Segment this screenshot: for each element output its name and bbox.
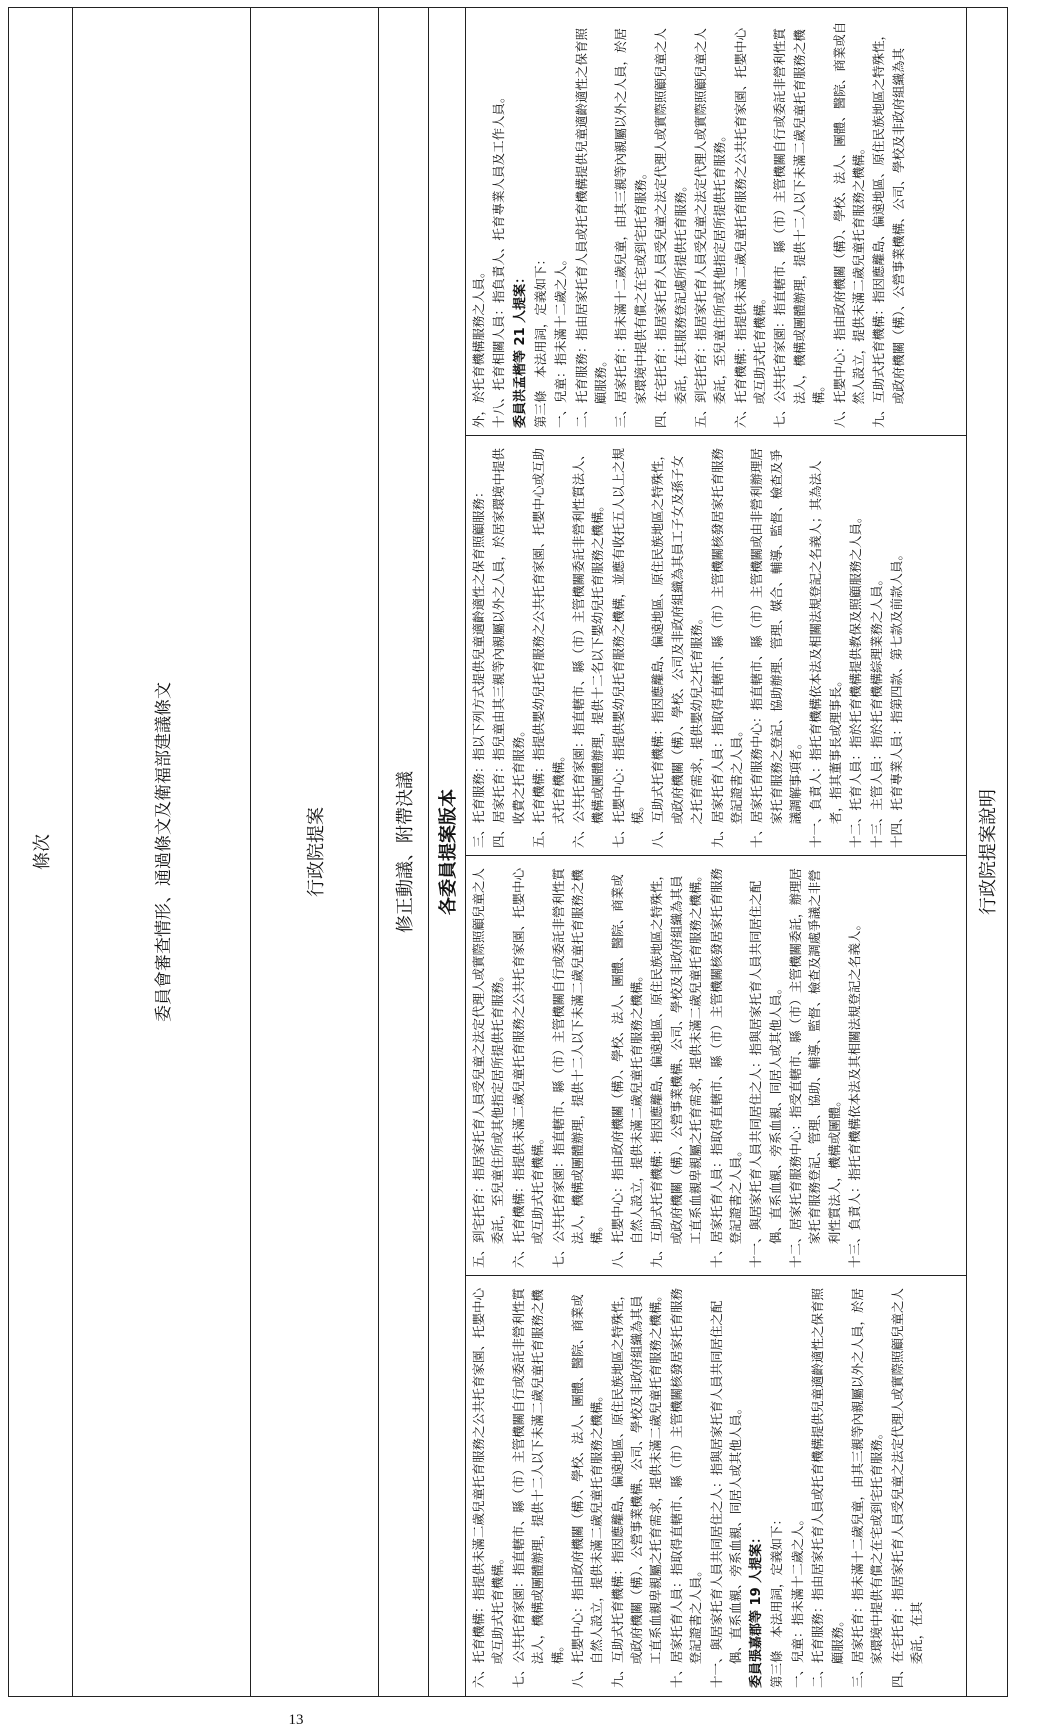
proposal-item: 九、互助式托育機構：指因應離島、偏遠地區、原住民族地區之特殊性，或政府機關（構）、公營事業機構、公司、學校及非政府組織為其	[871, 27, 906, 428]
proposal-item: 五、到宅托育：指居家托育人員受兒童之法定代理人或實際照顧兒童之人委託，至兒童住所或其他指定居所提供托育服務。	[692, 27, 728, 428]
proposal-item: 四、在宅托育：指居家托育人員受兒童之法定代理人或實際照顧兒童之人委託，在其服務登記處所提供托育服務。	[653, 27, 688, 428]
proposal-item: 三、居家托育：指未滿十二歲兒童，由其三親等內親屬以外之人員，於居家環境中提供有償之在宅或到宅托育服務。	[613, 27, 648, 428]
proposal-item: 六、托育機構：指提供未滿二歲兒童托育服務之公共托育家園、托嬰中心或互助式托育機構。	[732, 27, 768, 428]
proposals-section	[429, 8, 967, 1696]
proposal-item: 十、居家托育服務中心：指直轄市、縣（市）主管機關或由非營利辦理居家托育服務之登記、協助辦理、管理、媒合、輔導、監督、檢查及爭議調解事項者。	[749, 447, 803, 848]
proposal-item: 十二、托育人員：指於托育機構提供教保及照顧服務之人員。	[848, 510, 864, 848]
proposal-item: 三、居家托育：指未滿十二歲兒童，由其三親等內親屬以外之人員，於居家環境中提供有償之在宅或到宅托育服務。	[849, 1287, 885, 1688]
header-article: 條次	[31, 834, 53, 870]
proposal-item: 十、居家托育人員：指取得直轄市、縣（市）主管機關核發居家托育服務登記證書之人員。	[668, 1287, 704, 1688]
proposal-item: 八、托嬰中心：指由政府機關（構）、學校、法人、團體、醫院、商業或自然人設立，提供未滿二歲兒童托育服務之機構。	[609, 874, 644, 1268]
proposal-item: 十三、主管人員：指於托育機構綜理業務之人員。	[868, 572, 884, 848]
proposal-item: 八、托嬰中心：指由政府機關（構）、學校、法人、團體、醫院、商業或自然人設立，提供未滿二歲兒童托育服務之機構。	[569, 1294, 605, 1688]
header-member-proposals: 各委員提案版本	[429, 8, 466, 1696]
header-executive-explanation: 行政院提案說明	[978, 789, 999, 915]
proposal-columns	[465, 8, 966, 1696]
proposal-item: 七、公共托育家園：指直轄市、縣（市）主管機關自行或委託非營利性質法人，機構或團體辦理，提供十二人以下未滿二歲兒童托育服務之機構。	[510, 1287, 565, 1688]
header-row-committee	[73, 8, 251, 1696]
proposal-item: 三、托育服務：指以下列方式提供兒童適齡適性之保育照顧服務：	[471, 485, 486, 848]
proposal-item: 九、居家托育人員：指取得直轄市、縣（市）主管機關核發居家托育服務登記證書之人員。	[709, 447, 744, 848]
header-row-article	[9, 8, 73, 1696]
proposal-item: 十一、與居家托育人員共同居住之人：指與居家托育人員共同居住之配偶、直系血親、旁系血親、同居人或其他人員。	[748, 880, 783, 1268]
proposal-column-a	[465, 1276, 966, 1696]
header-executive-proposal: 行政院提案	[305, 807, 327, 897]
proposal-item: 九、互助式托育機構：指因應離島、偏遠地區、原住民族地區之特殊性，或政府機關（構）、公營事業機構、公司、學校及非政府組織為其員工直系血親卑親屬之托育需求，提供未滿二歲兒童托育服務之機構。	[649, 867, 704, 1268]
proposal-item: 一、兒童：指未滿十二歲之人。	[553, 252, 569, 428]
proposal-item: 八、托嬰中心：指由政府機關（構）、學校、法人、團體、醫院、商業或自然人設立，提供未滿二歲兒童托育服務之機構。	[831, 21, 866, 428]
proposal-item: 五、到宅托育：指居家托育人員受兒童之法定代理人或實際照顧兒童之人委託，至兒童住所或其他指定居所提供托育服務。	[471, 867, 506, 1268]
proposal-item: 第三條 本法用詞，定義如下：	[769, 1512, 785, 1688]
proposal-item: 六、托育機構：指提供未滿二歲兒童托育服務之公共托育家園、托嬰中心或互助式托育機構。	[510, 867, 546, 1268]
proposal-item: 第三條 本法用詞，定義如下：	[532, 252, 548, 428]
proposal-item: 七、公共托育家園：指直轄市、縣（市）主管機關自行或委託非營利性質法人，機構或團體辦理，提供十二人以下未滿二歲兒童托育服務之機構。	[772, 27, 827, 428]
proposal-item: 十二、居家托育服務中心：指受直轄市、縣（市）主管機關委託，辦理居家托育服務登記、管理、協助、輔導、監督、檢查及調處爭議之非營利性質法人，機構或團體。	[788, 867, 842, 1268]
proposal-item: 四、居家托育：指兒童由其三親等內親屬以外之人員，於居家環境中提供收費之托育服務。	[491, 447, 526, 848]
header-row-executive	[251, 8, 379, 1696]
proposal-item: 二、托育服務：指由居家托育人員或托育機構提供兒童適齡適性之保育照顧服務。	[810, 1287, 845, 1688]
page-number: 13	[288, 1712, 304, 1728]
comparison-table	[8, 7, 1008, 1697]
header-amendment-motion: 修正動議、附帶決議	[394, 771, 416, 933]
proposal-item: 七、托嬰中心：指提供嬰幼兒托育服務之機構，並應有收托五人以上之規模。	[610, 447, 645, 848]
proposal-item: 一、兒童：指未滿十二歲之人。	[789, 1512, 805, 1688]
proposal-item: 五、托育機構：指提供嬰幼兒托育服務之公共托育家園、托嬰中心或互助式托育機構。	[531, 447, 566, 848]
proposal-item: 四、在宅托育：指居家托育人員受兒童之法定代理人或實際照顧兒童之人委託，在其	[889, 1287, 925, 1688]
proposal-item: 十三、負責人：指托育機構依本法及其相關法規登記之名義人。	[847, 917, 863, 1268]
proposal-item: 六、公共托育家園：指直轄市、縣（市）主管機關委託非營利性質法人、機構或團體辦理，提供十二名以下嬰幼兒托育服務之機構。	[570, 447, 606, 848]
proposal-column-b	[465, 856, 966, 1276]
proposal-heading: 委員洪孟楷等 21 人提案：	[512, 270, 528, 428]
proposal-item: 十一、負責人：指托育機構依本法及相關法規登記之名義人；其為法人者，指其董事長或理事長。	[808, 460, 843, 848]
proposal-item: 七、公共托育家園：指直轄市、縣（市）主管機關自行或委託非營利性質法人，機構或團體辦理，提供十二人以下未滿二歲兒童托育服務之機構。	[550, 867, 605, 1268]
proposal-item: 十四、托育專業人員：指第四款、第七款及前款人員。	[888, 547, 904, 848]
proposal-item: 六、托育機構：指提供未滿二歲兒童托育服務之公共托育家園、托嬰中心或互助式托育機構。	[471, 1287, 506, 1688]
proposal-column-d	[465, 8, 966, 436]
proposal-item: 十、居家托育人員：指取得直轄市、縣（市）主管機關核發居家托育服務登記證書之人員。	[708, 867, 743, 1268]
header-row-amendment	[379, 8, 429, 1696]
header-row-explanation	[967, 8, 1007, 1696]
proposal-item: 十八、托育相關人員：指負責人、托育專業人員及工作人員。	[491, 90, 507, 428]
proposal-item: 二、托育服務：指由居家托育人員或托育機構提供兒童適齡適性之保育照顧服務。	[573, 27, 609, 428]
proposal-item: 外，於托育機構服務之人員。	[471, 265, 486, 428]
proposal-item: 八、互助式托育機構：指因應離島、偏遠地區、原住民族地區之特殊性，或政府機關（構）、學校、公司及非政府組織為其員工子女及孫子女之托育需求，提供嬰幼兒之托育服務。	[650, 447, 705, 848]
proposal-heading: 委員張嘉郡等 19 人提案：	[749, 1530, 765, 1688]
header-committee-review: 委員會審查情形、通過條文及衛福部建議條文	[154, 682, 174, 1022]
proposal-column-c	[465, 436, 966, 856]
proposal-item: 九、互助式托育機構：指因應離島、偏遠地區、原住民族地區之特殊性，或政府機關（構）、公營事業機構、公司、學校及非政府組織為其員工直系血親卑親屬之托育需求，提供未滿二歲兒童托育服務之機構。	[609, 1287, 664, 1688]
proposal-item: 十一、與居家托育人員共同居住之人：指與居家托育人員共同居住之配偶、直系血親、旁系血親、同居人或其他人員。	[708, 1300, 743, 1688]
